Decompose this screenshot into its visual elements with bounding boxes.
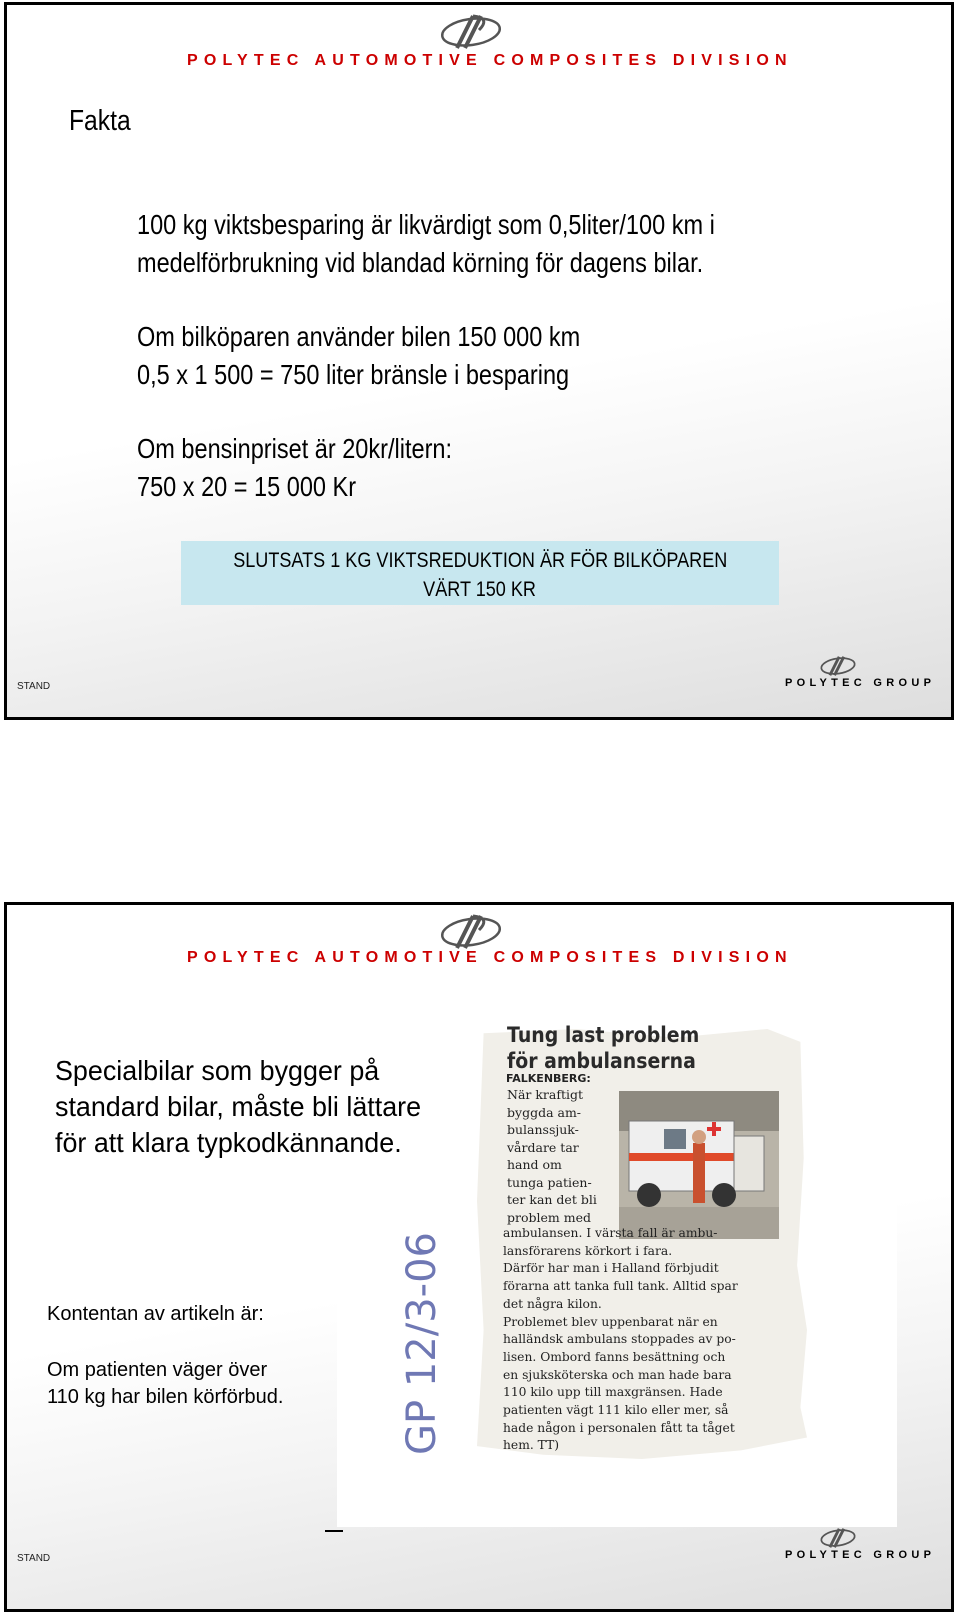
slide-specialbilar xyxy=(4,902,954,1612)
clipping-body-text xyxy=(503,1225,773,1455)
division-title: POLYTEC AUTOMOTIVE COMPOSITES DIVISION xyxy=(187,949,793,966)
footer-stand-label: STAND xyxy=(17,681,51,692)
footer-stand-label: STAND xyxy=(17,1553,51,1564)
ambulance-photo xyxy=(619,1091,779,1239)
content-line-2: 110 kg har bilen körförbud. xyxy=(47,1386,284,1408)
clipping-column-line: tunga patien- xyxy=(507,1174,592,1190)
handwritten-date-note xyxy=(387,1165,457,1465)
clipping-body-line: det några kilon. xyxy=(503,1296,602,1311)
footer-group-label: POLYTEC GROUP xyxy=(785,1549,936,1561)
main-text-line-2: standard bilar, måste bli lättare xyxy=(55,1091,422,1122)
clipping-column-line: hand om xyxy=(507,1157,562,1172)
footer-group-label: POLYTEC GROUP xyxy=(785,677,936,689)
content-label: Kontentan av artikeln är: xyxy=(47,1303,264,1325)
conclusion-box xyxy=(181,541,779,605)
clipping-body-line: Problemet blev uppenbarat när en xyxy=(503,1314,718,1329)
conclusion-line-2: VÄRT 150 KR xyxy=(423,578,537,601)
clipping-body-line: 110 kilo upp till maxgränsen. Hade xyxy=(503,1385,723,1400)
clipping-body-line: hade någon i personalen fått ta tåget xyxy=(503,1420,735,1435)
clipping-body-line: ambulansen. I värsta fall är ambu- xyxy=(503,1226,718,1240)
clipping-column-line: problem med xyxy=(507,1209,591,1225)
slide-fakta xyxy=(4,2,954,720)
fact-paragraph-1-line-2: medelförbrukning vid blandad körning för dagens bilar. xyxy=(137,247,704,278)
clipping-body-line: en sjuksköterska och man hade bara xyxy=(503,1367,732,1382)
fact-paragraph-3-line-1: Om bensinpriset är 20kr/litern: xyxy=(137,433,453,464)
clipping-column-line: vårdare tar xyxy=(507,1139,579,1155)
fact-paragraph-2-line-2: 0,5 x 1 500 = 750 liter bränsle i besparing xyxy=(137,359,570,390)
underline-mark xyxy=(325,1530,343,1532)
clipping-byline: FALKENBERG: xyxy=(506,1072,591,1085)
clipping-headline-line-1: Tung last problem xyxy=(507,1023,700,1047)
handwritten-date-text: GP 12/3-06 xyxy=(399,1232,445,1455)
clipping-body-line: patienten vägt 111 kilo eller mer, så xyxy=(503,1403,729,1418)
fact-paragraph-3-line-2: 750 x 20 = 15 000 Kr xyxy=(137,471,357,502)
clipping-body-line: halländsk ambulans stoppades av po- xyxy=(503,1332,736,1347)
polytec-logo-icon xyxy=(439,913,503,951)
conclusion-line-1: SLUTSATS 1 KG VIKTSREDUKTION ÄR FÖR BILKÖPAREN xyxy=(232,549,728,572)
content-line-1: Om patienten väger över xyxy=(47,1359,268,1381)
division-title: POLYTEC AUTOMOTIVE COMPOSITES DIVISION xyxy=(187,52,793,69)
clipping-column-text xyxy=(507,1086,617,1226)
clipping-column-line: När kraftigt xyxy=(507,1087,584,1102)
main-text-line-1: Specialbilar som bygger på xyxy=(55,1055,380,1086)
clipping-column-line: byggda am- xyxy=(507,1104,582,1120)
clipping-body-line: lansförarens körkort i fara. xyxy=(503,1243,673,1258)
clipping-body-line: hem. TT) xyxy=(503,1438,560,1453)
clipping-body-line: förarna att tanka full tank. Alltid spar xyxy=(503,1279,738,1294)
ambulance-icon xyxy=(619,1091,779,1239)
clipping-headline-line-2: för ambulanserna xyxy=(507,1049,696,1073)
fact-paragraph-1-line-1: 100 kg viktsbesparing är likvärdigt som 0,5liter/100 km i xyxy=(137,209,715,240)
clipping-column-line: bulanssjuk- xyxy=(507,1122,579,1137)
polytec-logo-icon xyxy=(439,13,503,51)
clipping-column-line: ter kan det bli xyxy=(507,1192,597,1207)
slide-title: Fakta xyxy=(69,105,131,137)
main-text-line-3: för att klara typkodkännande. xyxy=(55,1127,402,1158)
clipping-body-line: lisen. Ombord fanns besättning och xyxy=(503,1349,726,1364)
fact-paragraph-2-line-1: Om bilköparen använder bilen 150 000 km xyxy=(137,321,581,352)
polytec-group-logo-icon xyxy=(819,1527,857,1549)
main-text xyxy=(55,1053,421,1161)
clipping-body-line: Därför har man i Halland förbjudit xyxy=(503,1261,719,1276)
polytec-group-logo-icon xyxy=(819,655,857,677)
